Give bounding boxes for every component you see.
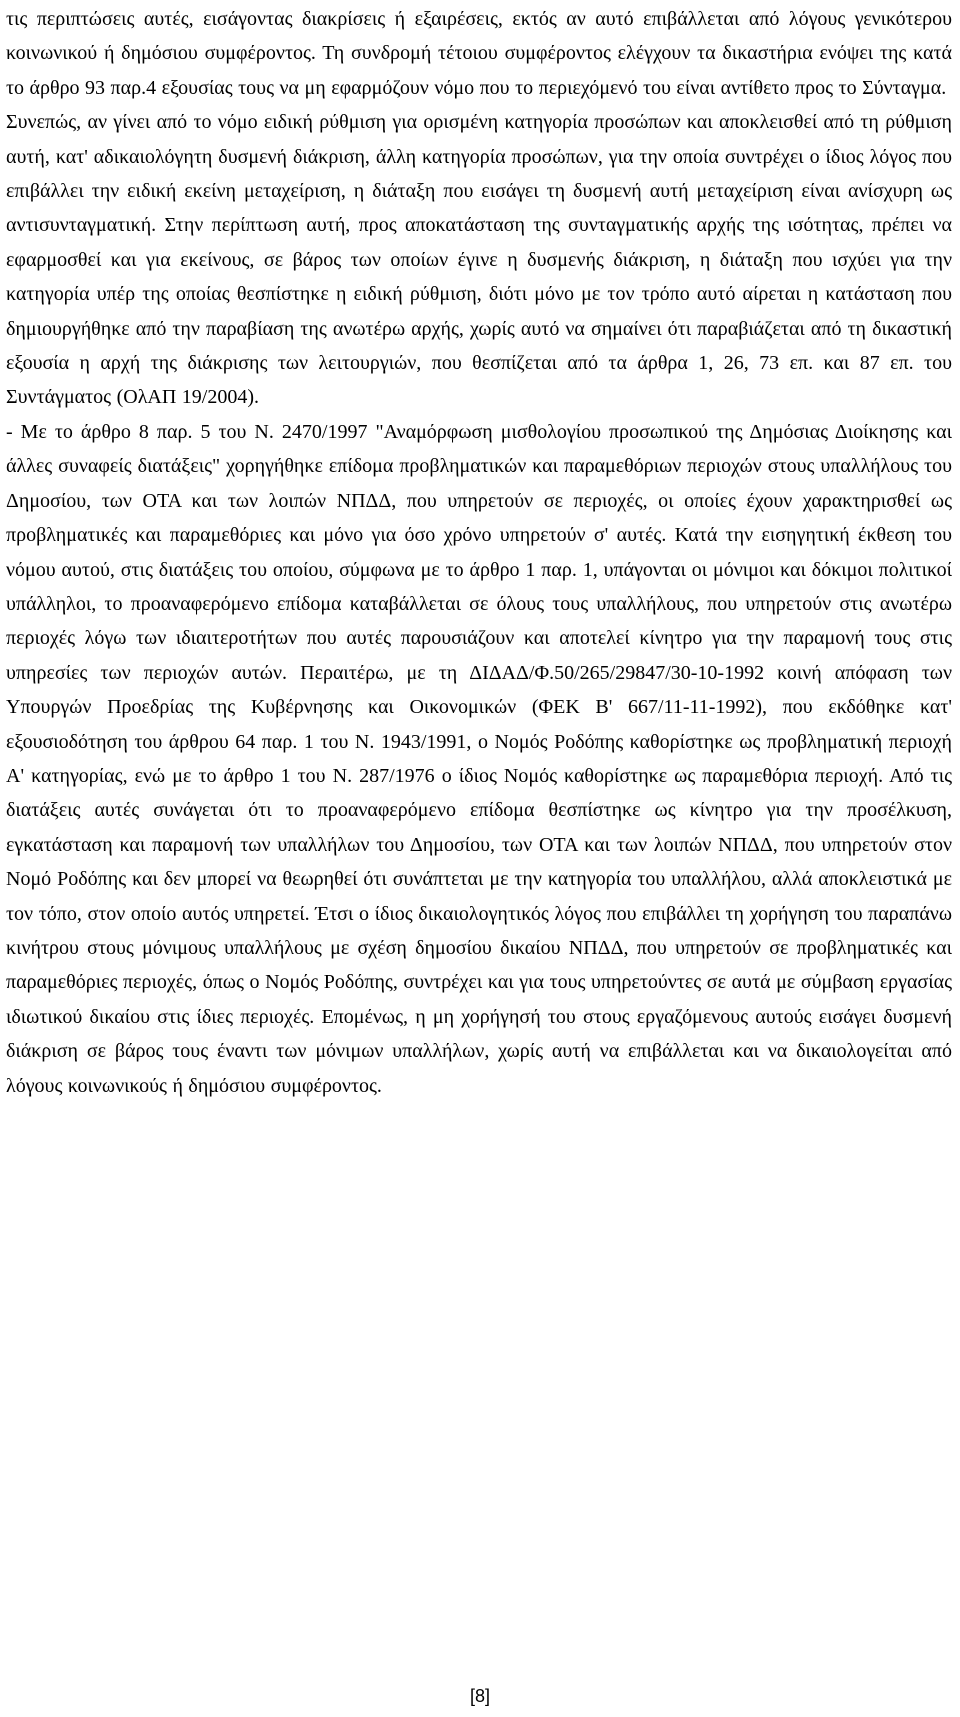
paragraph: - Με το άρθρο 8 παρ. 5 του Ν. 2470/1997 "Αναμόρφωση μισθολογίου προσωπικού της Δημόσιας Διοίκησης και άλλες συναφείς διατάξεις" χορηγήθηκε επίδομα προβληματικών και παραμεθόριων περιοχών στους υπαλλήλους του Δημοσίου, των ΟΤΑ και των λοιπών ΝΠΔΔ, που υπηρετούν σε περιοχές, οι οποίες έχουν χαρακτηρισθεί ως προβληματικές και παραμεθόριες και μόνο για όσο χρόνο υπηρετούν σ' αυτές. Κατά την εισηγητική έκθεση του νόμου αυτού, στις διατάξεις του οποίου, σύμφωνα με το άρθρο 1 παρ. 1, υπάγονται οι μόνιμοι και δόκιμοι πολιτικοί υπάλληλοι, το προαναφερόμενο επίδομα καταβάλλεται σε όλους τους υπαλλήλους, που υπηρετούν στις ανωτέρω περιοχές λόγω των ιδιαιτεροτήτων που αυτές παρουσιάζουν και αποτελεί κίνητρο για την παραμονή τους στις υπηρεσίες των περιοχών αυτών. Περαιτέρω, με τη ΔΙΔΑΔ/Φ.50/265/29847/30-10-1992 κοινή απόφαση των Υπουργών Προεδρίας της Κυβέρνησης και Οικονομικών (ΦΕΚ Β' 667/11-11-1992), που εκδόθηκε κατ' εξουσιοδότηση του άρθρου 64 παρ. 1 του Ν. 1943/1991, ο Νομός Ροδόπης καθορίστηκε ως προβληματική περιοχή Α' κατηγορίας, ενώ με το άρθρο 1 του Ν. 287/1976 ο ίδιος Νομός καθορίστηκε ως παραμεθόρια περιοχή. Από τις διατάξεις αυτές συνάγεται ότι το προαναφερόμενο επίδομα θεσπίστηκε ως κίνητρο για την προσέλκυση, εγκατάσταση και παραμονή των υπαλλήλων του Δημοσίου, των ΟΤΑ και των λοιπών ΝΠΔΔ, που υπηρετούν στον Νομό Ροδόπης και δεν μπορεί να θεωρηθεί ότι συνάπτεται με την κατηγορία του υπαλλήλου, αλλά αποκλειστικά με τον τόπο, στον οποίο αυτός υπηρετεί. Έτσι ο ίδιος δικαιολογητικός λόγος που επιβάλλει τη χορήγηση του παραπάνω κινήτρου στους μόνιμους υπαλλήλους με σχέση δημοσίου δικαίου ΝΠΔΔ, που υπηρετούν σε προβληματικές και παραμεθόριες περιοχές, όπως ο Νομός Ροδόπης, συντρέχει και για τους υπηρετούντες σε αυτά με σύμβαση εργασίας ιδιωτικού δικαίου στις ίδιες περιοχές. Επομένως, η μη χορήγησή του στους εργαζόμενους αυτούς εισάγει δυσμενή διάκριση σε βάρος τους έναντι των μόνιμων υπαλλήλων, χωρίς αυτή να επιβάλλεται και να δικαιολογείται από λόγους κοινωνικούς ή δημόσιου συμφέροντος. — [6, 420, 952, 1097]
paragraph: τις περιπτώσεις αυτές, εισάγοντας διακρίσεις ή εξαιρέσεις, εκτός αν αυτό επιβάλλεται από λόγους γενικότερου κοινωνικού ή δημόσιου συμφέροντος. Τη συνδρομή τέτοιου συμφέροντος ελέγχουν τα δικαστήρια ενόψει της κατά το άρθρο 93 παρ.4 εξουσίας τους να μη εφαρμόζουν νόμο που το περιεχόμενό του είναι αντίθετο προς το Σύνταγμα. — [6, 8, 952, 99]
paragraph: Συνεπώς, αν γίνει από το νόμο ειδική ρύθμιση για ορισμένη κατηγορία προσώπων και αποκλεισθεί από τη ρύθμιση αυτή, κατ' αδικαιολόγητη δυσμενή διάκριση, άλλη κατηγορία προσώπων, για την οποία συντρέχει ο ίδιος λόγος που επιβάλλει την ειδική εκείνη μεταχείριση, η διάταξη που εισάγει τη δυσμενή αυτή μεταχείριση είναι ανίσχυρη ως αντισυνταγματική. Στην περίπτωση αυτή, προς αποκατάσταση της συνταγματικής αρχής της ισότητας, πρέπει να εφαρμοσθεί και για εκείνους, σε βάρος των οποίων έγινε η δυσμενής διάκριση, η διάταξη που ισχύει για την κατηγορία υπέρ της οποίας θεσπίστηκε η ειδική ρύθμιση, διότι μόνο με τον τρόπο αυτό αίρεται η κατάσταση που δημιουργήθηκε από την παραβίαση της ανωτέρω αρχής, χωρίς αυτό να σημαίνει ότι παραβιάζεται από τη δικαστική εξουσία η αρχή της διάκρισης των λειτουργιών, που θεσπίζεται από τα άρθρα 1, 26, 73 επ. και 87 επ. του Συντάγματος (ΟλΑΠ 19/2004). — [6, 111, 952, 409]
page-number: [8] — [469, 1686, 490, 1706]
document-body — [6, 2, 952, 1103]
